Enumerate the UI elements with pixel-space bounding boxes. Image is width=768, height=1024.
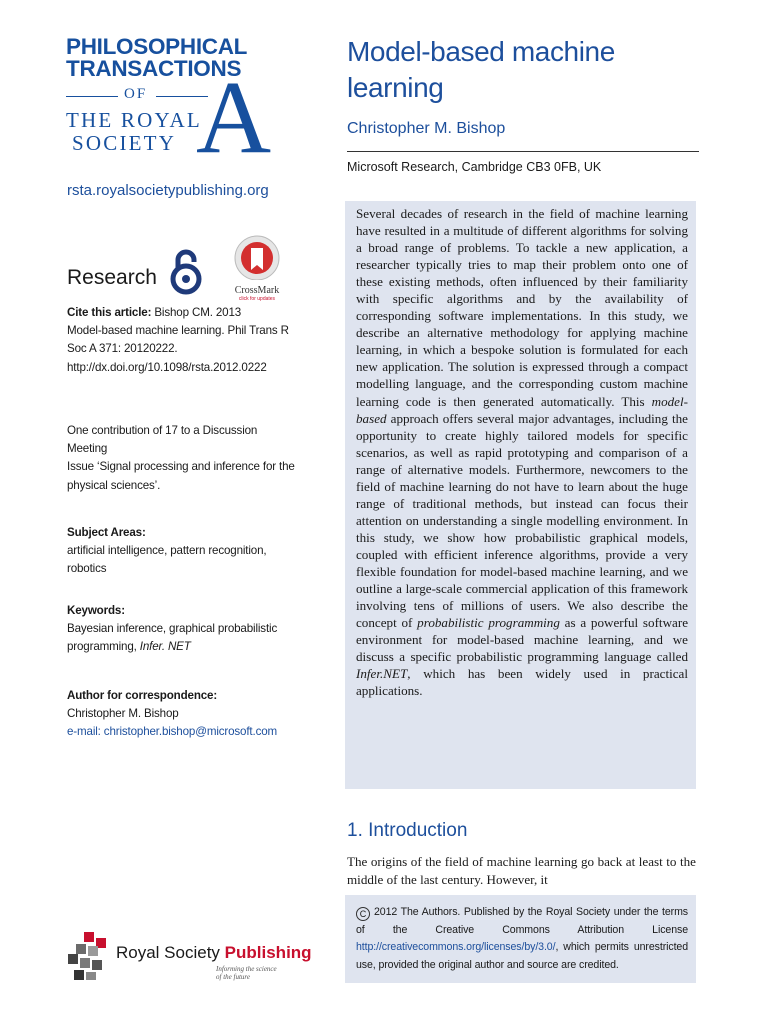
contribution-line3: physical sciences’. bbox=[67, 478, 161, 492]
abstract-italic3: Infer.NET bbox=[356, 666, 408, 682]
publisher-name bbox=[116, 943, 312, 963]
subject-areas-line1: artificial intelligence, pattern recognition, bbox=[67, 544, 267, 558]
paper-author: Christopher M. Bishop bbox=[347, 120, 506, 137]
subject-areas-label: Subject Areas: bbox=[67, 526, 146, 539]
correspondence bbox=[67, 687, 297, 742]
keywords-label: Keywords: bbox=[67, 604, 125, 617]
title-divider bbox=[347, 151, 699, 152]
contribution-line2: Issue ‘Signal processing and inference for the bbox=[67, 460, 295, 474]
citation-line3: Soc A 371: 20120222. bbox=[67, 342, 178, 356]
abstract-part4: , which has been widely used in practical applications. bbox=[356, 666, 688, 699]
subject-areas bbox=[67, 524, 297, 579]
license-text2: , which permits unrestricted use, provided the original author and source are credited. bbox=[356, 941, 688, 971]
correspondence-email-link[interactable]: e-mail: christopher.bishop@microsoft.com bbox=[67, 725, 278, 739]
abstract-text bbox=[356, 205, 688, 699]
publisher-tagline bbox=[216, 965, 277, 981]
open-access-icon bbox=[168, 246, 204, 296]
abstract-italic2: probabilistic programming bbox=[417, 615, 560, 631]
section-heading-introduction: 1. Introduction bbox=[347, 820, 468, 841]
keywords bbox=[67, 602, 297, 657]
crossmark-sub: click for updates bbox=[238, 296, 276, 302]
paper-title: Model-based machine learning bbox=[347, 36, 615, 103]
crossmark-badge[interactable] bbox=[226, 234, 288, 304]
journal-logo-society: SOCIETY bbox=[72, 131, 177, 155]
license-text1: 2012 The Authors. Published by the Royal Society under the terms of the Creative Commons Attribution License bbox=[356, 906, 688, 936]
abstract-part3: as a powerful software environment for model-based machine learning, and we discuss a specific probabilistic programming language called bbox=[356, 615, 689, 665]
publisher-name-bold: Publishing bbox=[224, 943, 312, 962]
journal-logo-royal: THE ROYAL bbox=[66, 108, 202, 132]
paper-affiliation: Microsoft Research, Cambridge CB3 0FB, UK bbox=[347, 160, 602, 174]
publisher-tagline2: of the future bbox=[216, 973, 250, 981]
publisher-tagline1: Informing the science bbox=[216, 965, 277, 973]
abstract-italic1: model-based bbox=[356, 393, 688, 426]
abstract-part1: Several decades of research in the field of machine learning have resulted in a multitude of different algorithms for solving a broad range of problems. To tackle a new application, a researcher typically tries to map their problem onto one of these existing methods, often influenced by their familiarity with specific algorithms and by the availability of corresponding software implementations. In this study, we describe an alternative methodology for applying machine learning, in which a bespoke solution is formulated for each new application. The solution is expressed through a compact modelling language, and the corresponding custom machine learning code is then generated automatically. This bbox=[356, 206, 688, 409]
journal-logo-of bbox=[66, 86, 208, 106]
keywords-line2-italic: Infer. NET bbox=[139, 640, 191, 654]
journal-logo-of-text: OF bbox=[124, 86, 148, 102]
journal-logo-line1: PHILOSOPHICAL bbox=[66, 34, 248, 59]
correspondence-name: Christopher M. Bishop bbox=[67, 707, 179, 721]
abstract-part2: approach offers several major advantages, including the opportunity to create highly tailored models for specific scenarios, as well as rapid prototyping and comparison of a range of alternative models. Furthermore, newcomers to the field of machine learning do not have to learn about the huge range of traditional methods, but instead can focus their attention on understanding a single modelling environment. In this study, we show how probabilistic graphical models, coupled with efficient inference algorithms, provide a very flexible foundation for model-based machine learning, and we outline a large-scale commercial application of this framework involving tens of millions of users. We also describe the concept of bbox=[356, 410, 688, 631]
publisher-name-plain: Royal Society bbox=[116, 943, 225, 962]
introduction-text: The origins of the field of machine learning go back at least to the middle of the last century. However, it bbox=[347, 854, 696, 887]
keywords-line2-prefix: programming, bbox=[67, 640, 140, 654]
correspondence-label: Author for correspondence: bbox=[67, 689, 218, 702]
citation-label: Cite this article: bbox=[67, 306, 152, 319]
crossmark-icon bbox=[226, 234, 288, 280]
journal-logo-letter: A bbox=[196, 60, 272, 175]
citation-doi-link[interactable]: http://dx.doi.org/10.1098/rsta.2012.0222 bbox=[67, 360, 267, 374]
journal-logo-line2: TRANSACTIONS bbox=[66, 56, 242, 81]
license-link[interactable]: http://creativecommons.org/licenses/by/3.0/ bbox=[356, 941, 556, 953]
crossmark-label: CrossMark bbox=[234, 285, 280, 296]
citation-block bbox=[67, 304, 297, 377]
copyright-icon: C bbox=[356, 907, 370, 921]
citation-line1: Bishop CM. 2013 bbox=[151, 306, 242, 319]
royal-society-publishing-logo-icon bbox=[66, 930, 112, 982]
journal-url-link[interactable]: rsta.royalsocietypublishing.org bbox=[67, 182, 269, 199]
license-text bbox=[356, 904, 688, 974]
article-category: Research bbox=[67, 266, 157, 289]
subject-areas-line2: robotics bbox=[67, 562, 107, 576]
citation-line2: Model-based machine learning. Phil Trans R bbox=[67, 324, 289, 338]
keywords-line1: Bayesian inference, graphical probabilistic bbox=[67, 622, 278, 636]
contribution-note bbox=[67, 422, 297, 495]
contribution-line1: One contribution of 17 to a Discussion Meeting bbox=[67, 424, 258, 456]
